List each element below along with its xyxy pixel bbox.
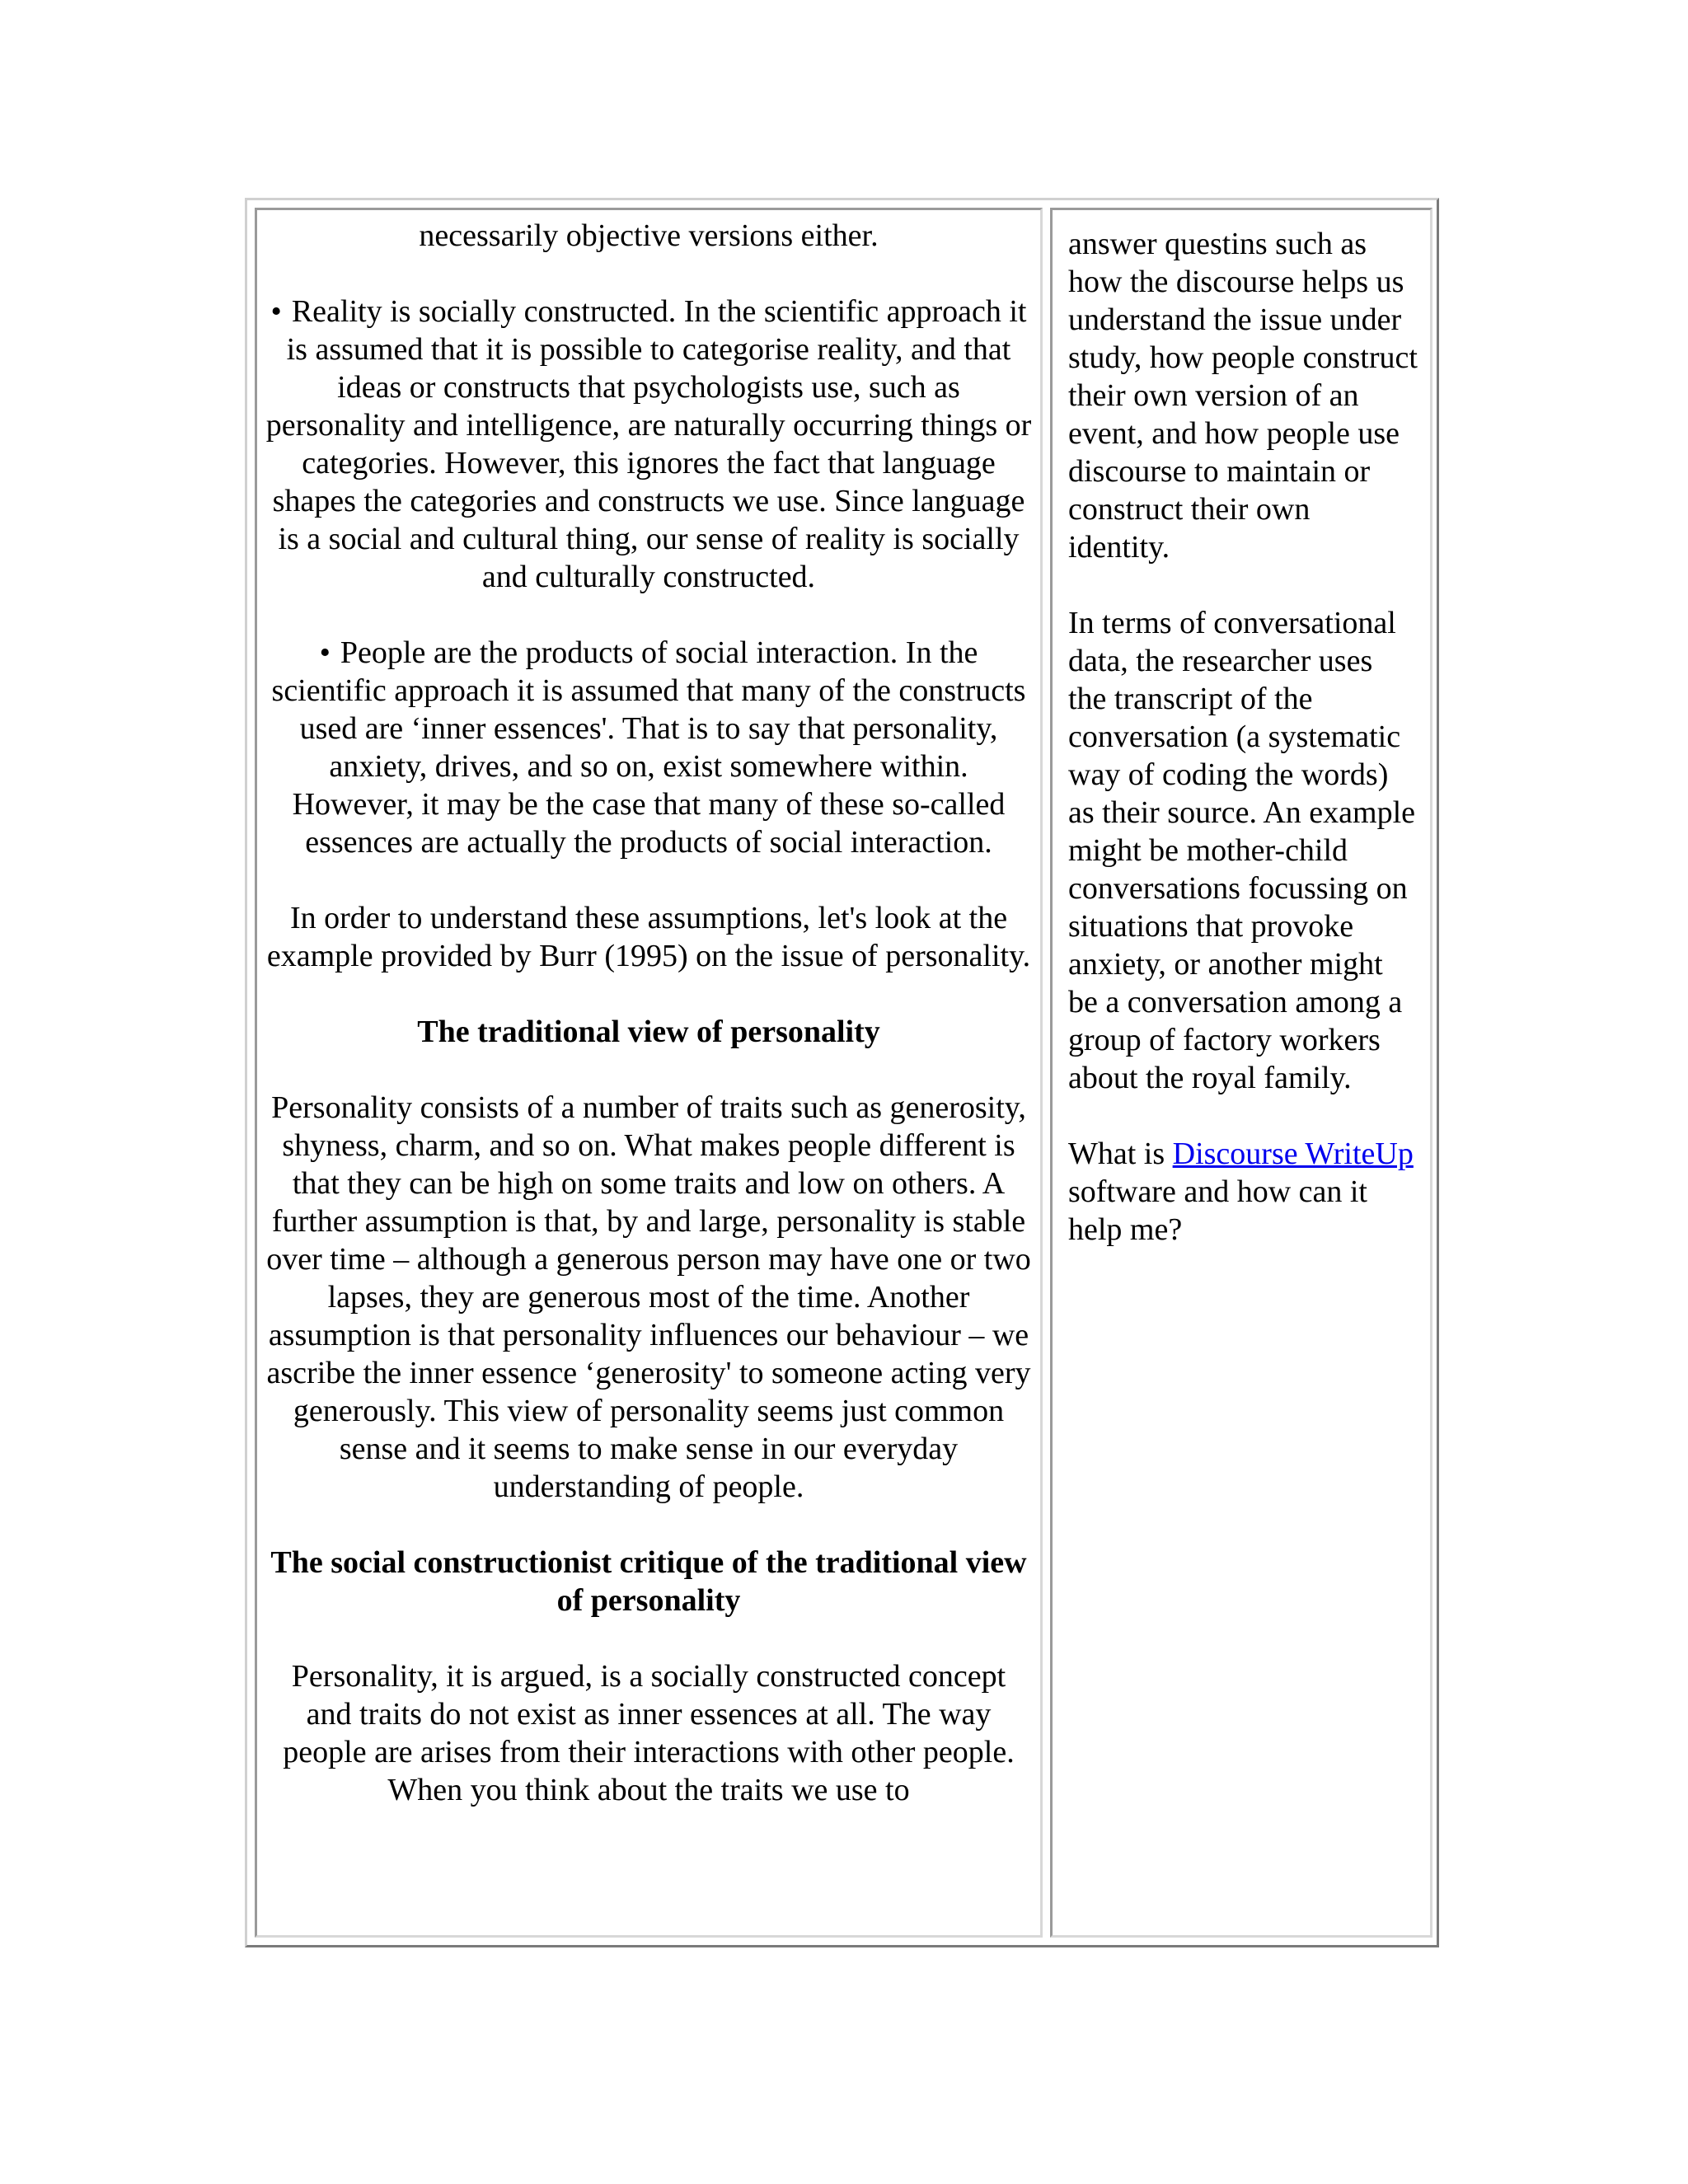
- bullet-item-reality: [265, 293, 1032, 596]
- bullet-text: Reality is socially constructed. In the scientific approach it is assumed that it is possible to categorise reality, and that ideas or constructs that psychologists use, such as personality and intelligence, are naturally occurring things or categories. However, this ignores the fact that language shapes the categories and constructs we use. Since language is a social and cultural thing, our sense of reality is socially and culturally constructed.: [265, 294, 1032, 594]
- intro-paragraph: In order to understand these assumptions, let's look at the example provided by Burr (1995) on the issue of personality.: [266, 901, 1031, 973]
- sidebar-paragraph-questions: answer questins such as how the discourse helps us understand the issue under study, how people construct their own version of an event, and how people use discourse to maintain or construct their own identity.: [1068, 227, 1418, 565]
- sidebar-paragraph-conversational-data: In terms of conversational data, the researcher uses the transcript of the conversation (a systematic way of coding the words) as their source. An example might be mother-child conversations focussing on situations that provoke anxiety, or another might be a conversation among a group of factory workers about the royal family.: [1068, 606, 1416, 1095]
- section-heading-traditional: The traditional view of personality: [417, 1015, 880, 1049]
- sidebar-column: [1050, 208, 1432, 1938]
- sidebar-question: [1068, 1135, 1418, 1249]
- question-prefix: What is: [1068, 1137, 1173, 1171]
- traditional-view-paragraph: Personality consists of a number of traits such as generosity, shyness, charm, and so on. What makes people different is that they can be high on some traits and low on others. A further assumption is that, by and large, personality is stable over time – although a generous person may have one or two lapses, they are generous most of the time. Another assumption is that personality influences our behaviour – we ascribe the inner essence ‘generosity' to someone acting very generously. This view of personality seems just common sense and it seems to make sense in our everyday understanding of people.: [266, 1090, 1031, 1504]
- continuation-text: necessarily objective versions either.: [419, 218, 879, 253]
- section-heading-critique: The social constructionist critique of the traditional view of personality: [270, 1545, 1027, 1618]
- question-suffix: software and how can it help me?: [1068, 1174, 1367, 1247]
- bullet-icon: •: [319, 635, 331, 670]
- discourse-writeup-link[interactable]: Discourse WriteUp: [1172, 1137, 1414, 1171]
- content-table: [245, 198, 1439, 1947]
- critique-paragraph: Personality, it is argued, is a socially constructed concept and traits do not exist as inner essences at all. The way people are arises from their interactions with other people. When you think about the traits we use to: [283, 1659, 1015, 1807]
- main-text-column: [255, 208, 1043, 1938]
- bullet-text: People are the products of social interaction. In the scientific approach it is assumed that many of the constructs used are ‘inner essences'. That is to say that personality, anxiety, drives, and so on, exist somewhere within. However, it may be the case that many of these so-called essences are actually the products of social interaction.: [271, 635, 1026, 860]
- bullet-item-social-interaction: [265, 634, 1032, 861]
- bullet-icon: •: [270, 294, 282, 329]
